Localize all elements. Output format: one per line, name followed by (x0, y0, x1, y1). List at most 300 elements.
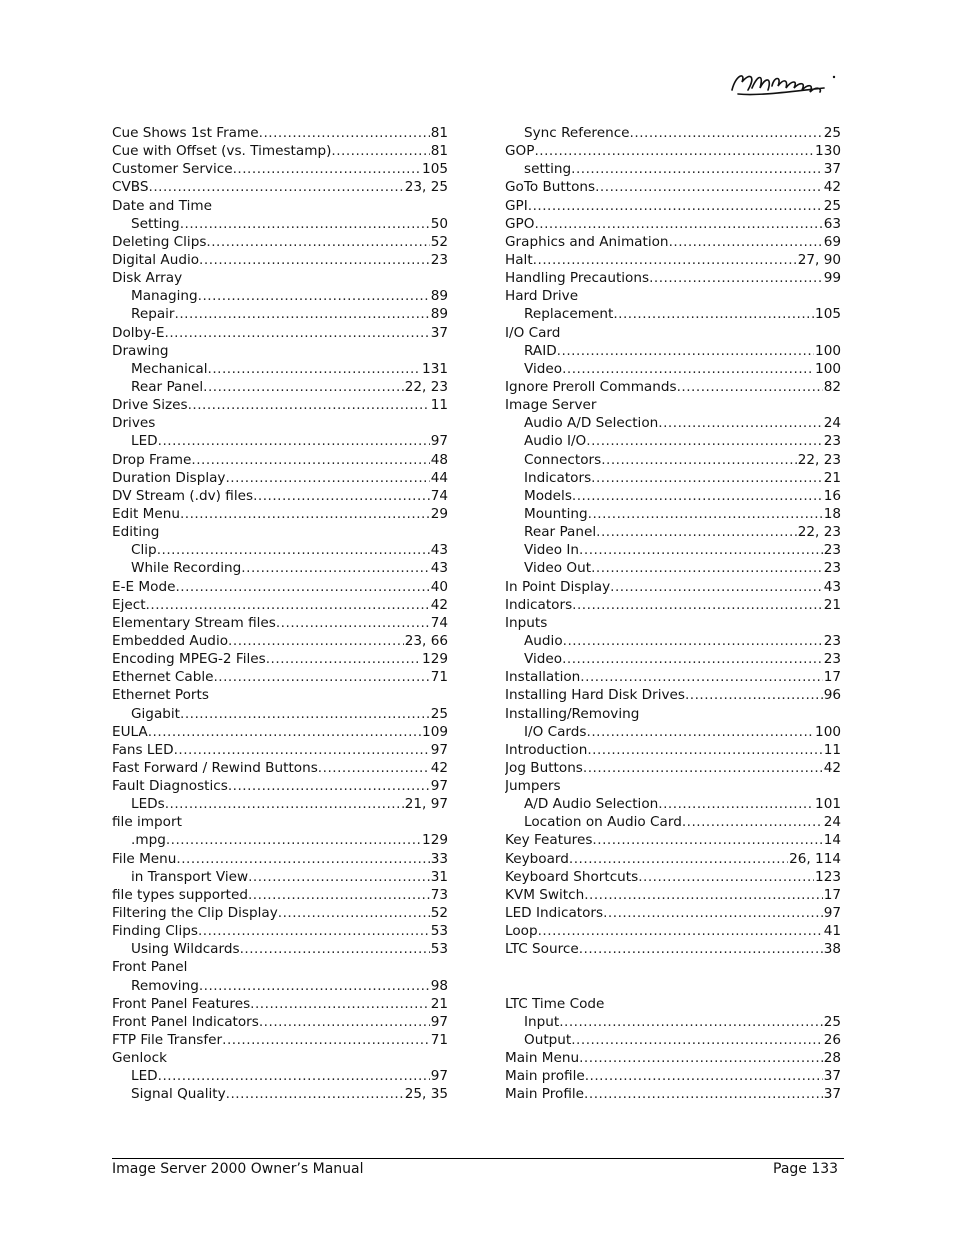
index-entry (112, 142, 448, 160)
dot-leader (175, 305, 430, 323)
index-page-numbers: 16 (823, 487, 841, 504)
index-entry (112, 451, 448, 469)
dot-leader (206, 233, 429, 251)
index-term: Front Panel (112, 959, 188, 976)
index-term: In Point Display (505, 578, 611, 595)
index-subentry (505, 414, 841, 432)
index-term: Models (524, 487, 572, 504)
index-page-numbers: 50 (430, 215, 448, 232)
dot-leader (677, 378, 823, 396)
dot-leader (198, 287, 430, 305)
dot-leader (203, 378, 404, 396)
index-subentry (505, 1031, 841, 1049)
index-term: Ethernet Ports (112, 687, 209, 704)
index-subentry (112, 977, 448, 995)
dot-leader (588, 505, 823, 523)
dot-leader (180, 215, 430, 233)
index-entry (112, 850, 448, 868)
dot-leader (580, 668, 822, 686)
index-entry (112, 124, 448, 142)
dot-leader (534, 142, 814, 160)
index-page-numbers: 43 (430, 542, 448, 559)
index-subentry (505, 342, 841, 360)
index-page-numbers: 26 (823, 1032, 841, 1049)
index-entry (112, 886, 448, 904)
index-page-numbers: 41 (823, 923, 841, 940)
index-entry (505, 922, 841, 940)
index-page-numbers: 23 (823, 560, 841, 577)
index-term: GPO (505, 215, 535, 232)
dot-leader (180, 505, 430, 523)
dot-leader (213, 668, 429, 686)
index-term: DV Stream (.dv) files (112, 487, 254, 504)
index-term: Front Panel Features (112, 995, 251, 1012)
index-term: Cue with Offset (vs. Timestamp) (112, 143, 332, 160)
index-entry (505, 614, 841, 632)
dot-leader (685, 686, 823, 704)
index-entry (505, 904, 841, 922)
index-entry (505, 686, 841, 704)
index-page-numbers: 97 (823, 905, 841, 922)
index-page-numbers: 25 (430, 705, 448, 722)
index-term: LED (131, 1068, 158, 1085)
index-entry (505, 995, 841, 1013)
index-subentry (112, 541, 448, 559)
index-entry (112, 596, 448, 614)
index-page-numbers: 89 (430, 306, 448, 323)
index-term: Signal Quality (131, 1086, 226, 1103)
index-page-numbers: 100 (815, 360, 841, 377)
index-page-numbers: 42 (430, 759, 448, 776)
dot-leader (240, 940, 430, 958)
dot-leader (253, 487, 430, 505)
index-page-numbers: 40 (430, 578, 448, 595)
index-term: GPI (505, 197, 528, 214)
index-page-numbers: 101 (815, 796, 841, 813)
index-term: file types supported (112, 886, 248, 903)
dot-leader (669, 233, 823, 251)
index-page-numbers: 43 (823, 578, 841, 595)
index-term: .mpg (131, 832, 166, 849)
index-subentry (505, 1013, 841, 1031)
index-entry (505, 1067, 841, 1085)
dot-leader (591, 469, 823, 487)
index-page-numbers: 23, 66 (404, 632, 448, 649)
index-subentry (112, 1085, 448, 1103)
index-entry (112, 324, 448, 342)
dot-leader (228, 632, 404, 650)
index-entry (112, 958, 448, 976)
index-term: Audio I/O (524, 433, 587, 450)
index-page-numbers: 48 (430, 451, 448, 468)
index-page-numbers: 74 (430, 487, 448, 504)
index-term: Indicators (524, 469, 592, 486)
index-entry (505, 215, 841, 233)
index-term: Ethernet Cable (112, 669, 214, 686)
index-page-numbers: 33 (430, 850, 448, 867)
index-subentry (112, 305, 448, 323)
index-subentry (505, 160, 841, 178)
index-page-numbers: 43 (430, 560, 448, 577)
index-entry (112, 686, 448, 704)
index-term: Fault Diagnostics (112, 778, 228, 795)
index-term: Mounting (524, 505, 588, 522)
index-term: Output (524, 1032, 572, 1049)
dot-leader (658, 414, 822, 432)
index-page-numbers: 26, 114 (789, 850, 841, 867)
index-term: Jog Buttons (505, 759, 583, 776)
index-entry (112, 922, 448, 940)
index-entry (112, 904, 448, 922)
index-page-numbers: 96 (823, 687, 841, 704)
index-page-numbers: 14 (823, 832, 841, 849)
dot-leader (199, 977, 430, 995)
index-page-numbers: 130 (815, 143, 841, 160)
index-page-numbers: 52 (430, 905, 448, 922)
index-entry (112, 233, 448, 251)
dot-leader (248, 886, 430, 904)
index-page-numbers: 105 (422, 161, 448, 178)
index-term: Front Panel Indicators (112, 1013, 259, 1030)
index-page-numbers: 11 (823, 741, 841, 758)
dot-leader (199, 251, 430, 269)
index-entry (112, 251, 448, 269)
index-term: Hard Drive (505, 288, 579, 305)
index-page-numbers: 74 (430, 614, 448, 631)
index-page-numbers: 71 (430, 1032, 448, 1049)
index-page-numbers: 42 (823, 759, 841, 776)
index-term: Main profile (505, 1068, 585, 1085)
index-entry (505, 705, 841, 723)
index-entry (505, 886, 841, 904)
dot-leader (571, 160, 823, 178)
index-term: Installing Hard Disk Drives (505, 687, 685, 704)
index-entry (112, 269, 448, 287)
index-term: Setting (131, 215, 180, 232)
index-term: LEDs (131, 796, 165, 813)
footer-rule (112, 1158, 844, 1159)
index-term: Keyboard Shortcuts (505, 868, 639, 885)
index-entry (112, 160, 448, 178)
index-entry (112, 614, 448, 632)
dot-leader (592, 831, 822, 849)
index-entry (112, 396, 448, 414)
index-entry (112, 668, 448, 686)
dot-leader (176, 850, 429, 868)
index-term: Managing (131, 288, 198, 305)
index-page-numbers: 31 (430, 868, 448, 885)
index-page-numbers: 71 (430, 669, 448, 686)
dot-leader (528, 197, 823, 215)
index-page-numbers: 22, 23 (797, 451, 841, 468)
dot-leader (259, 1013, 430, 1031)
dot-leader (165, 795, 404, 813)
index-term: File Menu (112, 850, 177, 867)
index-page-numbers: 17 (823, 669, 841, 686)
dot-leader (538, 922, 823, 940)
dot-leader (225, 469, 429, 487)
dot-leader (586, 432, 822, 450)
dot-leader (587, 723, 815, 741)
index-term: Replacement (524, 306, 614, 323)
index-page-numbers: 97 (430, 778, 448, 795)
index-page-numbers: 81 (430, 125, 448, 141)
dot-leader (191, 451, 429, 469)
index-term: Edit Menu (112, 505, 180, 522)
dot-leader (584, 886, 822, 904)
index-subentry (505, 360, 841, 378)
index-term: Key Features (505, 832, 593, 849)
index-subentry (505, 505, 841, 523)
index-entry (505, 578, 841, 596)
index-page-numbers: 24 (823, 415, 841, 432)
index-term: CVBS (112, 179, 149, 196)
index-subentry (112, 378, 448, 396)
index-subentry (505, 432, 841, 450)
index-page-numbers: 129 (422, 651, 448, 668)
dot-leader (208, 360, 422, 378)
dot-leader (557, 342, 814, 360)
dot-leader (583, 759, 823, 777)
index-page-numbers: 97 (430, 741, 448, 758)
index-spacer (505, 958, 841, 994)
index-term: Graphics and Animation (505, 233, 669, 250)
index-term: Digital Audio (112, 251, 200, 268)
index-page-numbers: 23 (823, 651, 841, 668)
dot-leader (563, 632, 823, 650)
footer-manual-title: Image Server 2000 Owner’s Manual (112, 1161, 364, 1177)
dot-leader (585, 1067, 823, 1085)
dot-leader (682, 813, 823, 831)
index-page-numbers: 23 (823, 542, 841, 559)
index-entry (112, 1031, 448, 1049)
dot-leader (158, 432, 430, 450)
index-term: Audio (524, 632, 563, 649)
index-entry (112, 813, 448, 831)
dot-leader (572, 596, 823, 614)
index-entry (112, 178, 448, 196)
index-page-numbers: 22, 23 (404, 378, 448, 395)
index-entry (505, 287, 841, 305)
index-entry (505, 831, 841, 849)
index-term: Location on Audio Card (524, 814, 682, 831)
index-page-numbers: 98 (430, 977, 448, 994)
index-entry (112, 578, 448, 596)
index-term: Video (524, 651, 563, 668)
dot-leader (250, 995, 430, 1013)
index-page-numbers: 27, 90 (797, 251, 841, 268)
index-term: Introduction (505, 741, 588, 758)
dot-leader (188, 396, 430, 414)
index-term: Editing (112, 524, 160, 541)
index-entry (112, 505, 448, 523)
index-page-numbers: 99 (823, 270, 841, 287)
index-page-numbers: 25 (823, 125, 841, 141)
index-page-numbers: 81 (430, 143, 448, 160)
dot-leader (233, 160, 421, 178)
index-page-numbers: 25 (823, 1013, 841, 1030)
index-subentry (505, 795, 841, 813)
index-page-numbers: 37 (823, 1086, 841, 1103)
dot-leader (533, 251, 797, 269)
dot-leader (158, 1067, 430, 1085)
index-term: in Transport View (131, 868, 249, 885)
index-subentry (505, 487, 841, 505)
index-entry (505, 1049, 841, 1067)
index-entry (505, 378, 841, 396)
index-term: RAID (524, 342, 557, 359)
index-entry (505, 777, 841, 795)
index-entry (505, 940, 841, 958)
index-page-numbers: 23, 25 (404, 179, 448, 196)
index-term: Indicators (505, 596, 573, 613)
dot-leader (222, 1031, 430, 1049)
index-term: GOP (505, 143, 535, 160)
index-page-numbers: 22, 23 (797, 524, 841, 541)
dot-leader (571, 1031, 822, 1049)
dot-leader (149, 178, 404, 196)
index-subentry (505, 469, 841, 487)
index-page-numbers: 63 (823, 215, 841, 232)
index-term: Jumpers (505, 778, 561, 795)
index-term: Installation (505, 669, 581, 686)
index-entry (112, 1049, 448, 1067)
dot-leader (601, 451, 797, 469)
index-page-numbers: 11 (430, 397, 448, 414)
dot-leader (584, 1085, 823, 1103)
dot-leader (579, 1049, 823, 1067)
index-term: Drive Sizes (112, 397, 188, 414)
index-page-numbers: 97 (430, 433, 448, 450)
index-term: E-E Mode (112, 578, 176, 595)
dot-leader (562, 360, 814, 378)
index-subentry (505, 813, 841, 831)
index-page-numbers: 100 (815, 723, 841, 740)
dot-leader (146, 596, 430, 614)
index-entry (505, 396, 841, 414)
index-term: Mechanical (131, 360, 208, 377)
index-entry (505, 324, 841, 342)
index-term: Connectors (524, 451, 602, 468)
index-term: I/O Card (505, 324, 561, 341)
dot-leader (610, 578, 823, 596)
index-term: GoTo Buttons (505, 179, 596, 196)
index-term: LTC Time Code (505, 995, 605, 1012)
dot-leader (331, 142, 429, 160)
dot-leader (595, 178, 823, 196)
index-page-numbers: 44 (430, 469, 448, 486)
index-entry (112, 759, 448, 777)
index-term: Drop Frame (112, 451, 192, 468)
dot-leader (266, 650, 421, 668)
index-entry (505, 868, 841, 886)
index-entry (112, 723, 448, 741)
index-term: Main Menu (505, 1050, 580, 1067)
index-page-numbers: 18 (823, 505, 841, 522)
index-entry (505, 850, 841, 868)
index-page-numbers: 21 (430, 995, 448, 1012)
dot-leader (572, 487, 823, 505)
index-column-right (505, 124, 841, 1104)
dot-leader (591, 559, 823, 577)
index-term: KVM Switch (505, 886, 585, 903)
index-page-numbers: 38 (823, 941, 841, 958)
index-term: Removing (131, 977, 199, 994)
index-subentry (505, 723, 841, 741)
index-page-numbers: 17 (823, 886, 841, 903)
index-term: Date and Time (112, 197, 212, 214)
index-subentry (112, 868, 448, 886)
index-subentry (112, 432, 448, 450)
index-term: Embedded Audio (112, 632, 229, 649)
index-term: Inputs (505, 614, 548, 631)
index-term: While Recording (131, 560, 242, 577)
index-subentry (505, 559, 841, 577)
index-page-numbers: 129 (422, 832, 448, 849)
index-page-numbers: 23 (823, 433, 841, 450)
index-page-numbers: 23 (430, 251, 448, 268)
index-page-numbers: 97 (430, 1068, 448, 1085)
index-subentry (112, 940, 448, 958)
index-page-numbers: 25, 35 (404, 1086, 448, 1103)
dot-leader (241, 559, 429, 577)
index-term: Encoding MPEG-2 Files (112, 651, 266, 668)
index-term: Rear Panel (131, 378, 204, 395)
index-term: Fast Forward / Rewind Buttons (112, 759, 318, 776)
index-entry (505, 178, 841, 196)
index-term: I/O Cards (524, 723, 587, 740)
index-term: LTC Source (505, 941, 579, 958)
index-term: FTP File Transfer (112, 1032, 223, 1049)
index-entry (505, 142, 841, 160)
index-term: EULA (112, 723, 148, 740)
index-term: Using Wildcards (131, 941, 240, 958)
index-page-numbers: 109 (422, 723, 448, 740)
index-term: setting (524, 161, 572, 178)
index-term: Handling Precautions (505, 270, 650, 287)
index-page-numbers: 73 (430, 886, 448, 903)
dot-leader (259, 124, 430, 142)
index-page-numbers: 97 (430, 1013, 448, 1030)
index-subentry (505, 305, 841, 323)
index-term: Image Server (505, 397, 597, 414)
index-term: Installing/Removing (505, 705, 640, 722)
dot-leader (638, 868, 814, 886)
index-term: Halt (505, 251, 533, 268)
index-entry (112, 414, 448, 432)
dot-leader (658, 795, 814, 813)
dot-leader (559, 1013, 822, 1031)
index-term: Drives (112, 415, 156, 432)
index-term: Drawing (112, 342, 169, 359)
dot-leader (603, 904, 823, 922)
index-term: LED Indicators (505, 905, 604, 922)
index-entry (505, 596, 841, 614)
index-subentry (112, 360, 448, 378)
index-term: Customer Service (112, 161, 233, 178)
dot-leader (630, 124, 823, 142)
index-entry (505, 668, 841, 686)
index-page-numbers: 131 (422, 360, 448, 377)
index-term: LED (131, 433, 158, 450)
dot-leader (166, 831, 421, 849)
index-term: Repair (131, 306, 175, 323)
index-term: Sync Reference (524, 125, 630, 141)
index-page-numbers: 21 (823, 469, 841, 486)
index-page-numbers: 28 (823, 1050, 841, 1067)
index-term: Audio A/D Selection (524, 415, 659, 432)
index-page-numbers: 24 (823, 814, 841, 831)
